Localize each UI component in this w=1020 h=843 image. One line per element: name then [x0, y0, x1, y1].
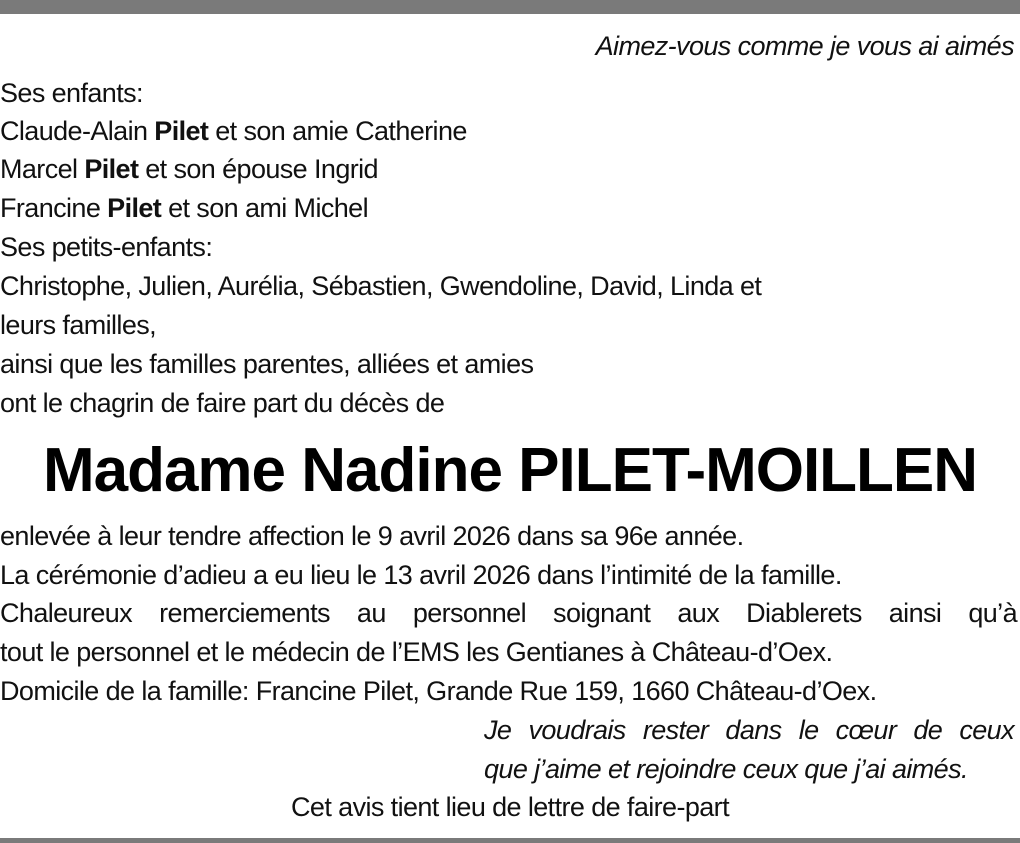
thanks-line-2: tout le personnel et le médecin de l’EMS les Gentianes à Château-d’Oex. — [0, 637, 833, 667]
closing-quote-line-2: que j’aime et rejoindre ceux que j’ai aimés. — [484, 754, 968, 784]
child-line-3 — [0, 191, 368, 225]
address-line: Domicile de la famille: Francine Pilet, Grande Rue 159, 1660 Château-d’Oex. — [0, 676, 877, 706]
closing-quote-line-1: Je voudrais rester dans le cœur de ceux — [484, 715, 1014, 745]
child-surname: Pilet — [154, 116, 209, 146]
footer-note — [0, 790, 1020, 824]
child-partner: et son amie Catherine — [208, 116, 467, 146]
children-heading: Ses enfants: — [0, 78, 143, 108]
bottom-border-rule — [0, 838, 1020, 843]
body-line-1: enlevée à leur tendre affection le 9 avril 2026 dans sa 96e année. — [0, 521, 744, 551]
top-border-rule — [0, 0, 1020, 14]
child-partner: et son épouse Ingrid — [138, 154, 378, 184]
child-line-2 — [0, 152, 378, 186]
grandchildren-heading: Ses petits-enfants: — [0, 232, 213, 262]
child-first-name: Claude-Alain — [0, 116, 155, 146]
footer-note-text: Cet avis tient lieu de lettre de faire-part — [291, 792, 729, 822]
child-line-1 — [0, 114, 467, 148]
child-first-name: Francine — [0, 193, 108, 223]
grandchildren-line-1: Christophe, Julien, Aurélia, Sébastien, Gwendoline, David, Linda et — [0, 271, 762, 301]
families-line: ainsi que les familles parentes, alliées et amies — [0, 349, 534, 379]
motto: Aimez-vous comme je vous ai aimés — [595, 31, 1014, 61]
announcement-line: ont le chagrin de faire part du décès de — [0, 388, 445, 418]
thanks-line-1: Chaleureux remerciements au personnel soignant aux Diablerets ainsi qu’à — [0, 598, 1017, 628]
deceased-name: Madame Nadine PILET-MOILLEN — [42, 436, 978, 505]
child-partner: et son ami Michel — [161, 193, 368, 223]
child-first-name: Marcel — [0, 154, 85, 184]
grandchildren-line-2: leurs familles, — [0, 310, 157, 340]
body-line-2: La cérémonie d’adieu a eu lieu le 13 avril 2026 dans l’intimité de la famille. — [0, 560, 842, 590]
child-surname: Pilet — [84, 154, 139, 184]
child-surname: Pilet — [107, 193, 162, 223]
